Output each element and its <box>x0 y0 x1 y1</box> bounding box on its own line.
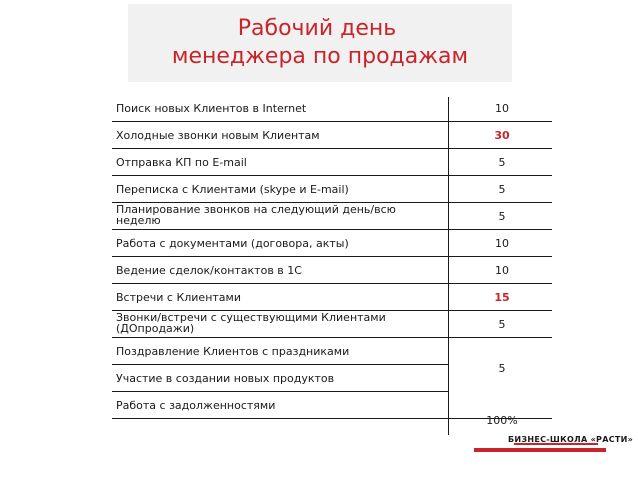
activity-value-highlight: 30 <box>494 129 510 142</box>
activity-label: Отправка КП по E-mail <box>116 156 247 169</box>
title-banner <box>128 4 512 82</box>
activity-label: Поздравление Клиентов с праздниками <box>116 345 350 358</box>
brand-logo-text: БИЗНЕС-ШКОЛА «РАСТИ» <box>508 435 634 444</box>
table-row <box>112 122 552 149</box>
table-row <box>112 176 552 203</box>
activity-label: Работа с задолженностями <box>116 399 276 412</box>
activity-label-line1: Звонки/встречи с существующими Клиентами <box>116 311 386 324</box>
brand-underline <box>474 448 606 452</box>
table-row <box>112 284 552 311</box>
activity-label-line1: Планирование звонков на следующий день/всю <box>116 203 396 216</box>
activity-value: 10 <box>495 102 509 115</box>
activity-value: 10 <box>495 237 509 250</box>
activity-label: Поиск новых Клиентов в Internet <box>116 102 307 115</box>
column-divider <box>448 97 449 435</box>
table-row <box>112 365 449 392</box>
activity-label <box>116 312 386 334</box>
activity-label: Ведение сделок/контактов в 1С <box>116 264 302 277</box>
table-row <box>112 149 552 176</box>
activity-value-highlight: 15 <box>494 291 510 304</box>
merged-activity-value: 5 <box>498 362 506 375</box>
activity-label: Участие в создании новых продуктов <box>116 372 335 385</box>
activity-value: 5 <box>498 183 506 196</box>
total-value: 100% <box>486 414 518 427</box>
table-row <box>112 203 552 230</box>
activity-label <box>116 204 396 226</box>
activity-value: 5 <box>498 210 506 223</box>
table-row <box>112 311 552 338</box>
activity-label-line2: неделю <box>116 214 161 227</box>
table-row <box>112 257 552 284</box>
table-row <box>112 338 449 365</box>
activity-label: Встречи с Клиентами <box>116 291 241 304</box>
page-title-line1: Рабочий день <box>237 16 397 41</box>
activity-value: 5 <box>498 318 506 331</box>
table-row <box>112 230 552 257</box>
table-row <box>112 95 552 122</box>
activity-label: Холодные звонки новым Клиентам <box>116 129 320 142</box>
page-title-line2: менеджера по продажам <box>171 44 469 69</box>
activity-value: 10 <box>495 264 509 277</box>
activity-label: Работа с документами (договора, акты) <box>116 237 349 250</box>
activity-value: 5 <box>498 156 506 169</box>
activity-label-line2: (ДОпродажи) <box>116 322 195 335</box>
activity-label: Переписка с Клиентами (skype и E-mail) <box>116 183 349 196</box>
